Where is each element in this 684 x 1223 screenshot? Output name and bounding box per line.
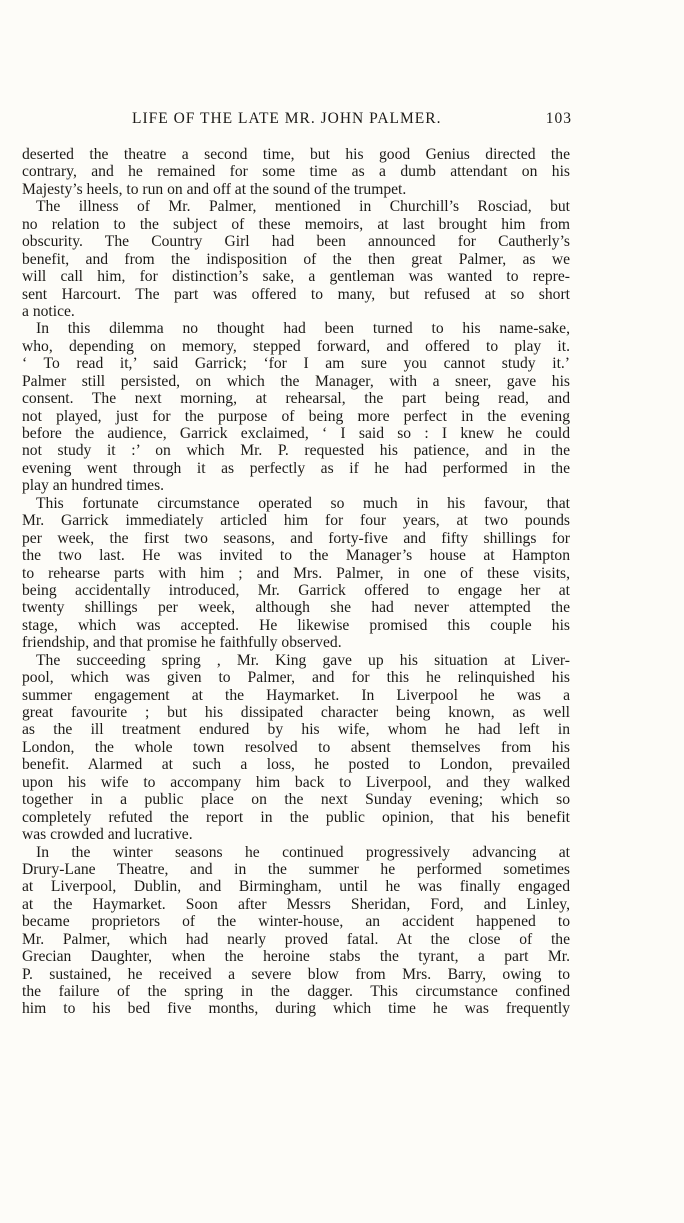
text-line: obscurity. The Country Girl had been announced for Cautherly’s: [22, 233, 570, 251]
text-line: deserted the theatre a second time, but his good Genius directed the: [22, 146, 570, 163]
text-line: The illness of Mr. Palmer, mentioned in Churchill’s Rosciad, but: [36, 198, 570, 216]
text-line: together in a public place on the next Sunday evening; which so: [22, 791, 570, 809]
text-line: twenty shillings per week, although she had never attempted the: [22, 599, 570, 617]
running-head: LIFE OF THE LATE MR. JOHN PALMER.: [132, 110, 442, 127]
text-line: benefit, and from the indisposition of the then great Palmer, as we: [22, 250, 570, 268]
text-line: the two last. He was invited to the Manager’s house at Hampton: [22, 547, 570, 565]
text-line: Drury-Lane Theatre, and in the summer he performed sometimes: [22, 860, 570, 878]
text-line: not played, just for the purpose of being more perfect in the evening: [22, 407, 570, 425]
text-line: a notice.: [22, 302, 75, 320]
text-line: as the ill treatment endured by his wife, whom he had left in: [22, 721, 570, 739]
text-line: This fortunate circumstance operated so much in his favour, that: [36, 494, 570, 512]
text-line: sent Harcourt. The part was offered to many, but refused at so short: [22, 285, 570, 303]
text-line: ‘ To read it,’ said Garrick; ‘for I am sure you cannot study it.’: [22, 355, 570, 373]
text-line: completely refuted the report in the public opinion, that his benefit: [22, 808, 570, 826]
text-line: Majesty’s heels, to run on and off at the sound of the trumpet.: [22, 180, 407, 198]
text-line: friendship, and that promise he faithfully observed.: [22, 634, 342, 652]
text-line: who, depending on memory, stepped forward, and offered to play it.: [22, 337, 570, 355]
text-line: contrary, and he remained for some time as a dumb attendant on his: [22, 163, 570, 181]
text-line: at Liverpool, Dublin, and Birmingham, until he was finally engaged: [22, 878, 570, 896]
text-line: In this dilemma no thought had been turned to his name-sake,: [36, 320, 570, 338]
text-line: consent. The next morning, at rehearsal, the part being read, and: [22, 390, 570, 408]
text-line: at the Haymarket. Soon after Messrs Sheridan, Ford, and Linley,: [22, 895, 570, 913]
text-line: pool, which was given to Palmer, and for this he relinquished his: [22, 669, 570, 687]
text-line: summer engagement at the Haymarket. In Liverpool he was a: [22, 686, 570, 704]
text-line: London, the whole town resolved to absent themselves from his: [22, 738, 570, 756]
text-line: upon his wife to accompany him back to Liverpool, and they walked: [22, 773, 570, 791]
text-line: P. sustained, he received a severe blow from Mrs. Barry, owing to: [22, 965, 570, 983]
text-line: being accidentally introduced, Mr. Garrick offered to engage her at: [22, 581, 570, 599]
text-line: him to his bed five months, during which time he was frequently: [22, 1000, 570, 1018]
text-line: play an hundred times.: [22, 477, 165, 495]
text-line: evening went through it as perfectly as if he had performed in the: [22, 459, 570, 477]
text-line: before the audience, Garrick exclaimed, ‘ I said so : I knew he could: [22, 425, 570, 442]
text-line: Mr. Garrick immediately articled him for four years, at two pounds: [22, 512, 570, 530]
text-line: was crowded and lucrative.: [22, 826, 193, 844]
text-line: not study it :’ on which Mr. P. requested his patience, and in the: [22, 442, 570, 460]
text-line: no relation to the subject of these memoirs, at last brought him from: [22, 215, 570, 233]
text-line: great favourite ; but his dissipated character being known, as well: [22, 704, 570, 721]
text-line: will call him, for distinction’s sake, a gentleman was wanted to repre-: [22, 268, 570, 286]
page-header: [22, 110, 572, 136]
text-line: to rehearse parts with him ; and Mrs. Palmer, in one of these visits,: [22, 564, 570, 582]
text-line: became proprietors of the winter-house, an accident happened to: [22, 913, 570, 931]
text-line: The succeeding spring , Mr. King gave up his situation at Liver-: [36, 651, 570, 669]
body-text: [22, 146, 570, 1018]
text-line: stage, which was accepted. He likewise promised this couple his: [22, 616, 570, 634]
page-number: 103: [545, 110, 572, 127]
text-line: Grecian Daughter, when the heroine stabs the tyrant, a part Mr.: [22, 948, 570, 966]
text-line: Mr. Palmer, which had nearly proved fatal. At the close of the: [22, 930, 570, 948]
text-line: In the winter seasons he continued progressively advancing at: [36, 843, 570, 861]
text-line: the failure of the spring in the dagger. This circumstance confined: [22, 983, 570, 1000]
text-line: benefit. Alarmed at such a loss, he posted to London, prevailed: [22, 756, 570, 774]
text-line: per week, the first two seasons, and forty-five and fifty shillings for: [22, 529, 570, 547]
text-line: Palmer still persisted, on which the Manager, with a sneer, gave his: [22, 372, 570, 390]
